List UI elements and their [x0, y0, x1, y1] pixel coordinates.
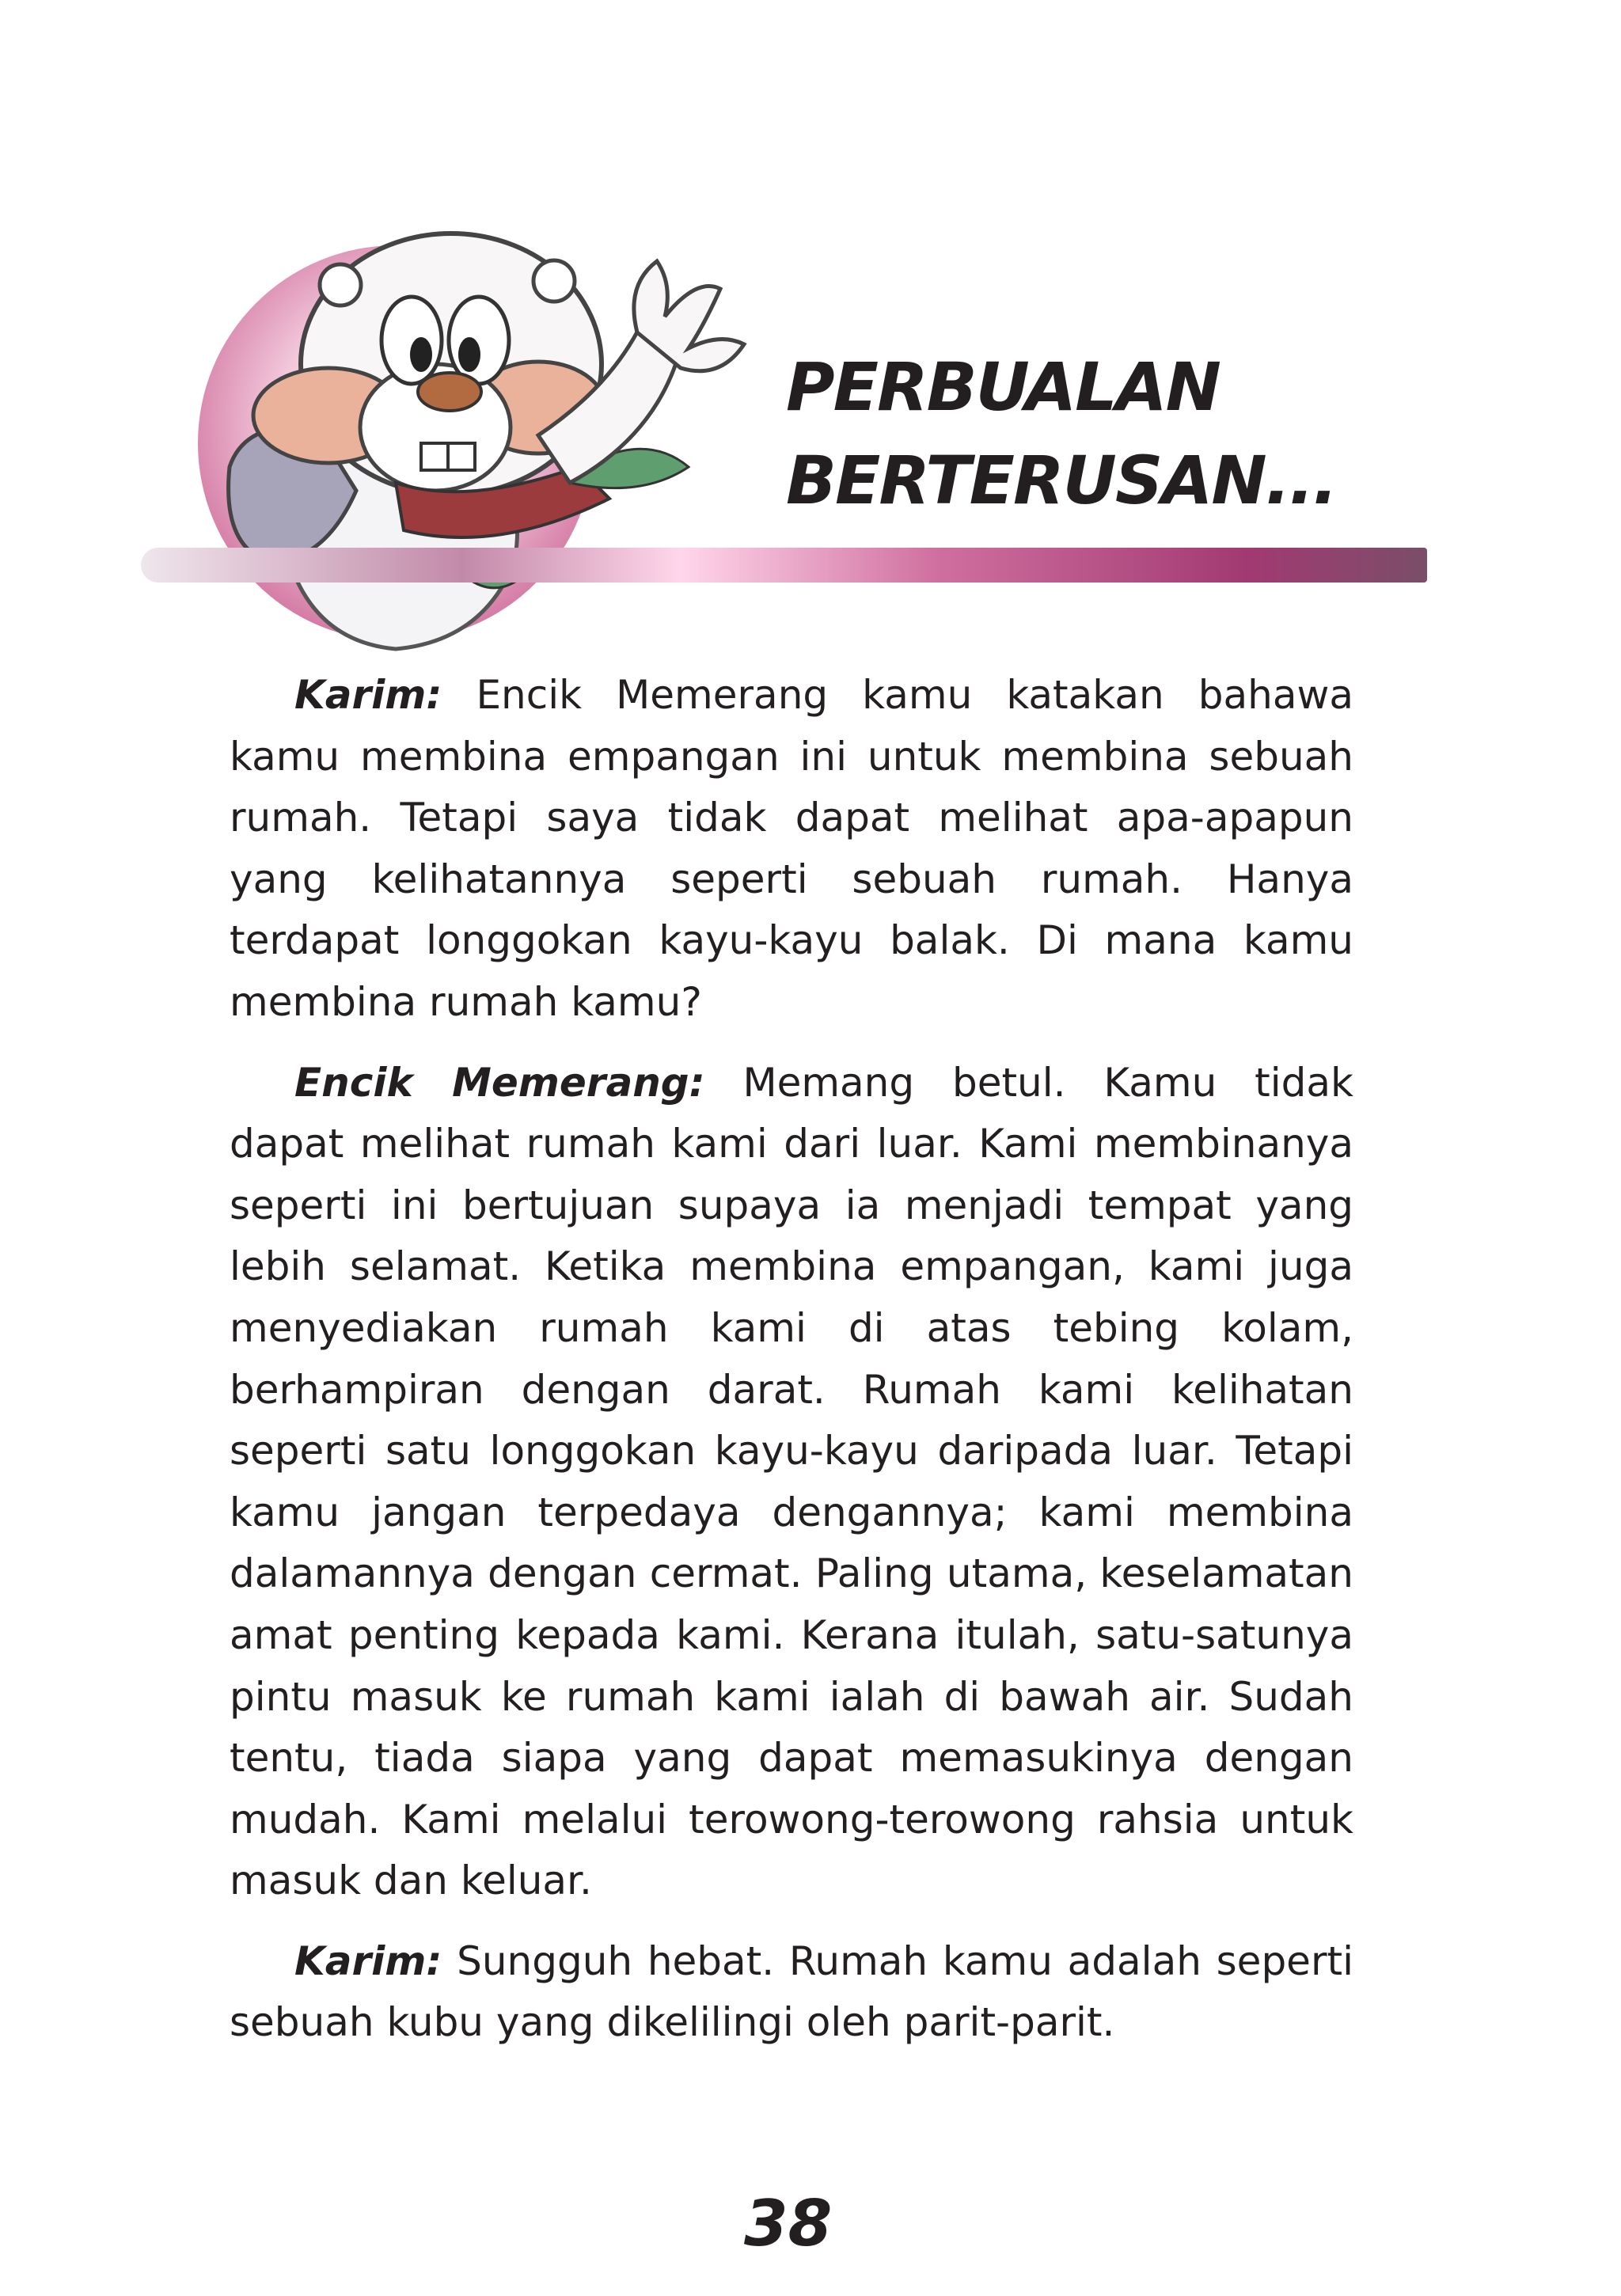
- dialogue-paragraph: [230, 1053, 1353, 1912]
- title-underline-bar: [141, 548, 1427, 583]
- title-line: PERBUALAN: [786, 348, 1220, 426]
- dialogue-line: Sungguh hebat. Rumah kamu adalah seperti sebuah kubu yang dikelilingi oleh parit-parit.: [230, 1937, 1353, 2046]
- dialogue-text: [230, 665, 1353, 2073]
- dialogue-paragraph: [230, 665, 1353, 1034]
- beaver-mascot-icon: [198, 230, 831, 673]
- speaker-name: Karim:: [294, 672, 442, 718]
- chapter-header: [0, 0, 1621, 657]
- speaker-name: Encik Memerang:: [294, 1059, 705, 1106]
- page-title: [786, 340, 1336, 527]
- page-number: 38: [744, 2187, 833, 2260]
- dialogue-line: Memang betul. Kamu tidak dapat melihat rumah kami dari luar. Kami membinanya seperti ini bertujuan supaya ia menjadi tempat yang lebih selamat. Ketika membina empangan, kami juga menyediakan rumah kami di atas tebing kolam, berhampiran dengan darat. Rumah kami kelihatan seperti satu longgokan kayu-kayu daripada luar. Tetapi kamu jangan terpedaya dengannya; kami membina dalamannya dengan cermat. Paling utama, keselamatan amat penting kepada kami. Kerana itulah, satu-satunya pintu masuk ke rumah kami ialah di bawah air. Sudah tentu, tiada siapa yang dapat memasukinya dengan mudah. Kami melalui terowong-terowong rahsia untuk masuk dan keluar.: [230, 1059, 1353, 1904]
- dialogue-line: Encik Memerang kamu katakan bahawa kamu membina empangan ini untuk membina sebuah rumah. Tetapi saya tidak dapat melihat apa-apapun yang kelihatannya seperti sebuah rumah. Hanya terdapat longgokan kayu-kayu balak. Di mana kamu membina rumah kamu?: [230, 672, 1353, 1025]
- dialogue-paragraph: [230, 1931, 1353, 2054]
- title-line: BERTERUSAN...: [786, 442, 1337, 519]
- speaker-name: Karim:: [294, 1937, 442, 1984]
